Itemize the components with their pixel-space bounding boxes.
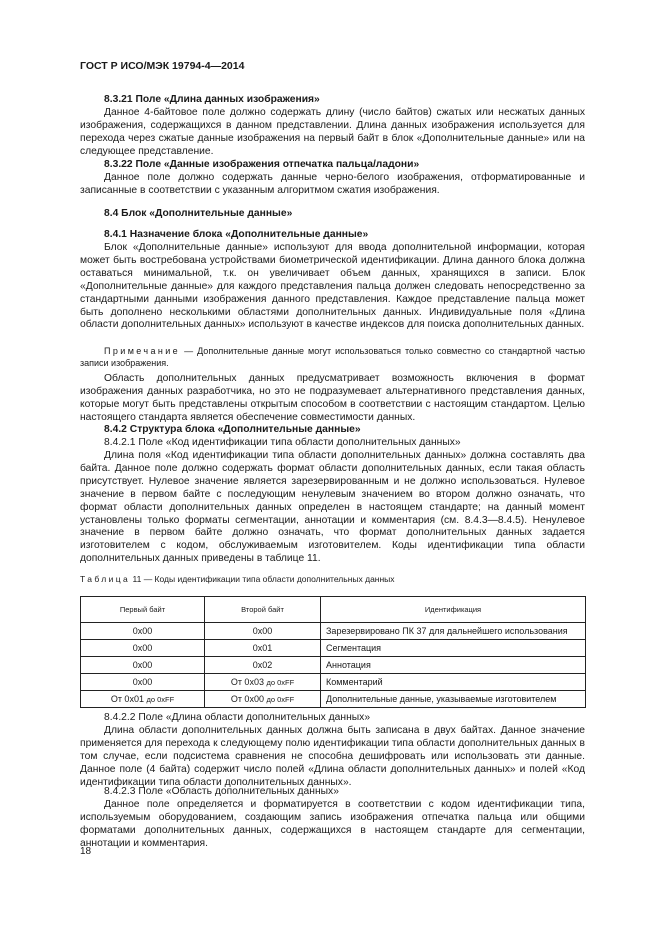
section-8-4-2-3-text: Данное поле определяется и форматируется в соответствии с кодом идентификации типа, используемым оборудованием, создающим запись изображения отпечатка пальца или общими форматами дополнительных данных, содержащихся в настоящем стандарте для сегментации, аннотации и комментария. bbox=[80, 799, 585, 849]
section-8-3-21-heading: 8.3.21 Поле «Длина данных изображения» bbox=[104, 94, 320, 105]
section-8-3-21-text: Данное 4-байтовое поле должно содержать длину (число байтов) сжатых или несжатых данных изображения, содержащихся в данном представлении. Длина данных изображения используется для перехода через сжатые данные изображения на первый байт в блок «Дополнительные данные» или на следующее представление. bbox=[80, 107, 585, 157]
range-from: От 0x01 bbox=[110, 693, 144, 704]
table-row bbox=[81, 674, 586, 691]
range-from: От 0x03 bbox=[230, 676, 264, 687]
table-row bbox=[81, 657, 586, 674]
table-cell: Комментарий bbox=[321, 674, 586, 691]
table-cell bbox=[205, 674, 321, 691]
table-cell: Сегментация bbox=[321, 640, 586, 657]
type-codes-table bbox=[80, 596, 586, 708]
table-cell bbox=[81, 691, 205, 708]
section-8-4-2-2-heading: 8.4.2.2 Поле «Длина области дополнительных данных» bbox=[104, 712, 371, 723]
section-8-4-1-text2: Область дополнительных данных предусматривает возможность включения в формат изображения данных разработчика, но это не подразумевает альтернативного представления данных, которые могут быть представлены открытым способом в соответствии с настоящим стандартом. Целью настоящего стандарта является обеспечение совместимости данных. bbox=[80, 373, 585, 423]
table-cell: Дополнительные данные, указываемые изготовителем bbox=[321, 691, 586, 708]
table-cell: 0x00 bbox=[81, 657, 205, 674]
range-to: до 0xFF bbox=[266, 694, 295, 704]
table-row bbox=[81, 640, 586, 657]
section-8-4-1-heading: 8.4.1 Назначение блока «Дополнительные данные» bbox=[104, 229, 369, 240]
note-text: — Дополнительные данные могут использоваться только совместно со стандартной частью записи изображения. bbox=[80, 346, 585, 368]
table-row bbox=[81, 623, 586, 640]
section-8-4-2-1-text: Длина поля «Код идентификации типа области дополнительных данных» должна составлять два байта. Данное поле должно содержать формат области дополнительных данных, если такая область присутствует. Нулевое значение является зарезервированным и не должно использоваться. Нулевое значение в первом байте с последующим ненулевым значением во втором должно означать, что формат области дополнительных данных определен в настоящем стандарте; на данный момент установлены только форматы сегментации, аннотации и комментария (см. 8.4.3—8.4.5). Ненулевое значение в первом байте должно означать, что формат дополнительных данных задается изготовителем с кодом, обслуживаемым изготовителем. Коды идентификации типа области дополнительных данных приведены в таблице 11. bbox=[80, 450, 585, 565]
table-header-row bbox=[81, 597, 586, 623]
table-cell: Аннотация bbox=[321, 657, 586, 674]
section-8-4-1-text: Блок «Дополнительные данные» используют для ввода дополнительной информации, которая может быть востребована устройствами биометрической идентификации. Длина данного блока должна оставаться минимальной, т.к. он увеличивает объем данных, хранящихся в записи. Блок «Дополнительные данные» для каждого представления пальца должен следовать непосредственно за стандартными данными изображения данного представления. Каждое представление пальца может быть дополнено несколькими областями дополнительных данных. Индивидуальные поля «Длина области дополнительных данных» используют в качестве индексов для поиска дополнительных данных. bbox=[80, 242, 585, 331]
table-header-first-byte: Первый байт bbox=[81, 597, 205, 623]
table-row bbox=[81, 691, 586, 708]
section-8-4-2-1-heading: 8.4.2.1 Поле «Код идентификации типа области дополнительных данных» bbox=[104, 437, 461, 448]
range-to: до 0xFF bbox=[266, 677, 295, 687]
range-from: От 0x00 bbox=[230, 693, 264, 704]
table-cell: 0x00 bbox=[81, 623, 205, 640]
table-cell: 0x02 bbox=[205, 657, 321, 674]
section-8-4-2-3-heading: 8.4.2.3 Поле «Область дополнительных данных» bbox=[104, 786, 339, 797]
table-cell: 0x00 bbox=[81, 674, 205, 691]
table-cell: 0x01 bbox=[205, 640, 321, 657]
page-number: 18 bbox=[80, 846, 92, 857]
table-caption-label: Таблица bbox=[80, 574, 131, 584]
section-8-3-22-text: Данное поле должно содержать данные черно-белого изображения, отформатированные и записанные в соответствии с указанным алгоритмом сжатия изображения. bbox=[80, 172, 585, 196]
table-cell bbox=[205, 691, 321, 708]
table-cell: 0x00 bbox=[205, 623, 321, 640]
table-cell: Зарезервировано ПК 37 для дальнейшего использования bbox=[321, 623, 586, 640]
section-8-4-1-note bbox=[80, 346, 585, 369]
table-cell: 0x00 bbox=[81, 640, 205, 657]
table-header-second-byte: Второй байт bbox=[205, 597, 321, 623]
table-caption-text: 11 — Коды идентификации типа области дополнительных данных bbox=[130, 574, 395, 584]
section-8-4-heading: 8.4 Блок «Дополнительные данные» bbox=[104, 208, 293, 219]
section-8-4-2-2-text: Длина области дополнительных данных должна быть записана в двух байтах. Данное значение применяется для перехода к следующему полю идентификации типа области дополнительных данных в том случае, если подсистема сравнения не способна дешифровать или использовать эти данные. Данное поле (4 байта) содержит число полей «Длина области дополнительных данных» и полей «Код идентификации типа области дополнительных данных». bbox=[80, 725, 585, 788]
table-header-identification: Идентификация bbox=[321, 597, 586, 623]
range-to: до 0xFF bbox=[146, 694, 175, 704]
page-header: ГОСТ Р ИСО/МЭК 19794-4—2014 bbox=[80, 60, 245, 72]
table-caption bbox=[80, 574, 395, 584]
section-8-3-22-heading: 8.3.22 Поле «Данные изображения отпечатка пальца/ладони» bbox=[104, 159, 420, 170]
section-8-4-2-heading: 8.4.2 Структура блока «Дополнительные данные» bbox=[104, 424, 361, 435]
note-label: Примечание bbox=[104, 346, 181, 356]
